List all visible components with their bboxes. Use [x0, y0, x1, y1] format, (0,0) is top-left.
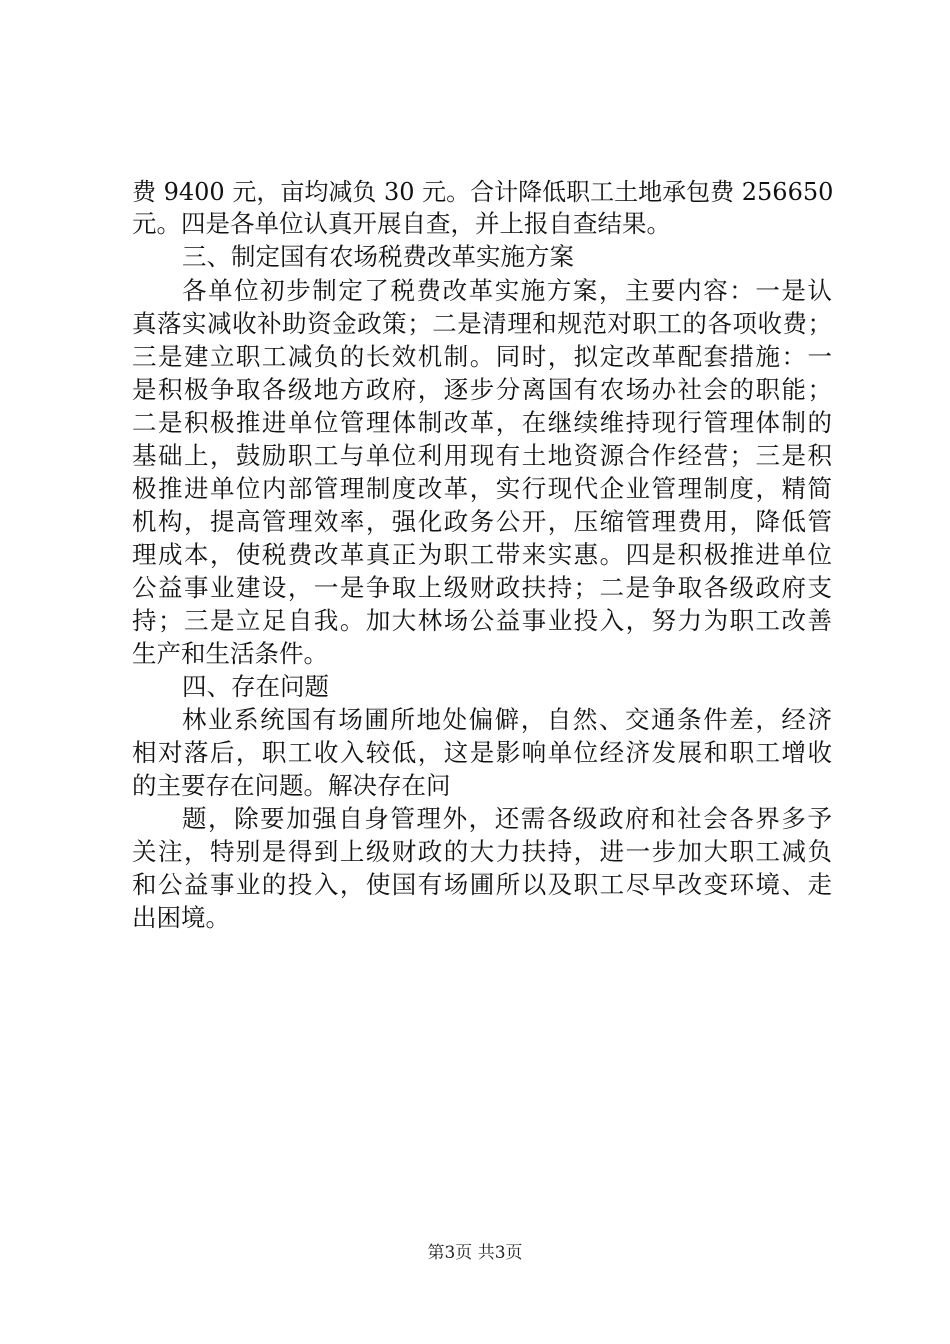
body-text-line: 二是积极推进单位管理体制改革，在继续维持现行管理体制的 — [132, 408, 832, 437]
body-text-line: 林业系统国有场圃所地处偏僻，自然、交通条件差，经济 — [182, 705, 832, 734]
body-text-line: 相对落后，职工收入较低，这是影响单位经济发展和职工增收 — [132, 738, 832, 767]
body-text-line: 公益事业建设，一是争取上级财政扶持；二是争取各级政府支 — [132, 573, 832, 602]
section-heading: 三、制定国有农场税费改革实施方案 — [182, 242, 574, 271]
body-text-line: 题，除要加强自身管理外，还需各级政府和社会各界多予 — [182, 804, 832, 833]
body-text-line: 的主要存在问题。解决存在问 — [132, 771, 451, 800]
body-text-line: 元。四是各单位认真开展自查，并上报自查结果。 — [132, 209, 671, 238]
section-heading: 四、存在问题 — [182, 672, 329, 701]
body-text-line: 持；三是立足自我。加大林场公益事业投入，努力为职工改善 — [132, 606, 832, 635]
body-text-line: 和公益事业的投入，使国有场圃所以及职工尽早改变环境、走 — [132, 870, 832, 899]
body-text-line: 费 9400 元，亩均减负 30 元。合计降低职工土地承包费 256650 — [132, 178, 834, 206]
body-text-line: 生产和生活条件。 — [132, 639, 328, 668]
body-text-line: 理成本，使税费改革真正为职工带来实惠。四是积极推进单位 — [132, 540, 832, 569]
body-text-line: 三是建立职工减负的长效机制。同时，拟定改革配套措施：一 — [132, 342, 832, 371]
body-text-line: 真落实减收补助资金政策；二是清理和规范对职工的各项收费； — [132, 309, 832, 338]
body-text-line: 极推进单位内部管理制度改革，实行现代企业管理制度，精简 — [132, 474, 832, 503]
page-number-footer: 第3页 共3页 — [427, 1243, 523, 1263]
body-text-line: 是积极争取各级地方政府，逐步分离国有农场办社会的职能； — [132, 375, 832, 404]
body-text-line: 基础上，鼓励职工与单位利用现有土地资源合作经营；三是积 — [132, 441, 832, 470]
body-text-line: 机构，提高管理效率，强化政务公开，压缩管理费用，降低管 — [132, 507, 832, 536]
body-text-line: 各单位初步制定了税费改革实施方案，主要内容：一是认 — [182, 276, 832, 305]
body-text-line: 关注，特别是得到上级财政的大力扶持，进一步加大职工减负 — [132, 837, 832, 866]
body-text-line: 出困境。 — [132, 903, 230, 932]
